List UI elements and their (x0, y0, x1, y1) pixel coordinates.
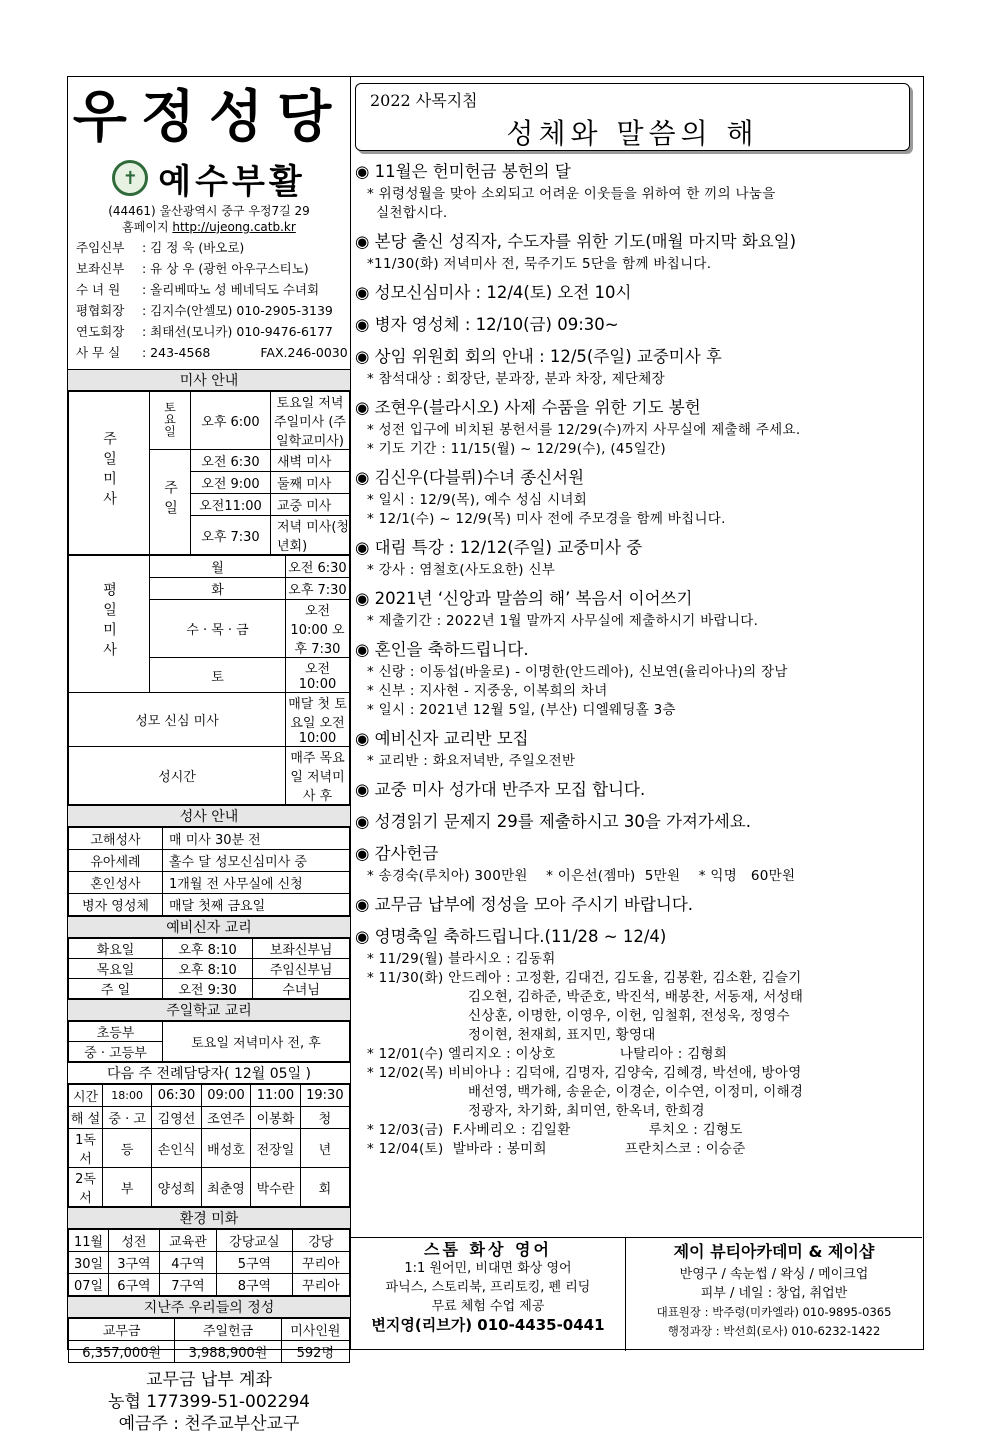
env-cell: 7구역 (159, 1274, 216, 1296)
sacrament-desc: 매달 첫째 금요일 (163, 894, 350, 916)
liturgy-cell: 등 (103, 1129, 152, 1168)
bulletin-frame (67, 76, 924, 1434)
notice-line: * 일시 : 12/9(목), 예수 성심 시녀회 (367, 492, 588, 508)
notice-item (355, 726, 915, 777)
sun-desc: 교중 미사 (271, 494, 350, 516)
notice-line: * 교리반 : 화요저녁반, 주일오전반 (367, 753, 576, 769)
sun-time: 오전 6:30 (191, 450, 271, 472)
staff-row (76, 321, 350, 342)
sun-desc: 둘째 미사 (271, 472, 350, 494)
catechumen-cell: 주 일 (69, 979, 163, 999)
notice-item (355, 312, 915, 344)
env-table (68, 1229, 350, 1296)
notice-title: ◉ 교중 미사 성가대 반주자 모집 합니다. (355, 780, 646, 799)
saturday-label: 토요일 (162, 400, 177, 437)
ad-contact: 대표원장 : 박주령(미카엘라) 010-9895-0365 (656, 1305, 892, 1319)
staff-value: : 올리베따노 성 베네딕도 수녀회 (142, 282, 320, 297)
sacrament-desc: 홀수 달 성모신심미사 중 (163, 850, 350, 872)
env-cell: 30일 (69, 1252, 109, 1274)
notice-title: ◉ 조현우(블라시오) 사제 수품을 위한 기도 봉헌 (355, 398, 701, 417)
notice-item (355, 280, 915, 312)
sacrament-name: 유아세례 (69, 850, 163, 872)
liturgy-cell: 년 (300, 1129, 349, 1168)
weekday-time: 오전 10:00 (286, 658, 350, 693)
notice-title: ◉ 11월은 헌미헌금 봉헌의 달 (355, 162, 571, 181)
notice-line: * 기도 기간 : 11/15(월) ~ 12/29(수), (45일간) (367, 441, 666, 457)
sacrament-name: 고해성사 (69, 828, 163, 850)
liturgy-cell: 조연주 (201, 1107, 250, 1129)
ad-beauty-academy (626, 1238, 922, 1351)
bank-number: 농협 177399-51-002294 (108, 1392, 310, 1412)
liturgy-header: 다음 주 전례담당자( 12월 05일 ) (68, 1062, 350, 1084)
notice-line: * 참석대상 : 회장단, 분과장, 분과 차장, 제단체장 (367, 371, 665, 387)
notice-line: 김오현, 김하준, 박준호, 박진석, 배봉찬, 서동재, 서성태 (367, 989, 804, 1005)
holy-hour-time: 매주 목요일 저녁미사 후 (286, 747, 350, 805)
ad-line: 파닉스, 스토리북, 프리토킹, 펜 리딩 (385, 1280, 591, 1295)
staff-role: 수 녀 원 (76, 282, 121, 297)
liturgy-cell: 06:30 (152, 1085, 201, 1107)
notice-line: * 11/30(화) 안드레아 : 고정환, 김대건, 김도율, 김봉환, 김소환, 김슬기 (367, 970, 802, 986)
ad-contact: 행정과장 : 박선희(로사) 010-6232-1422 (667, 1324, 881, 1338)
notice-line: 정이현, 천재희, 표지민, 황영대 (367, 1027, 656, 1043)
notices-list (355, 159, 915, 1165)
ads-section (351, 1237, 922, 1351)
env-cell: 강당교실 (217, 1230, 293, 1252)
notice-line: * 신부 : 지사현 - 지중웅, 이복희의 차녀 (367, 683, 608, 699)
church-name: 우정성당 (72, 85, 346, 150)
weekday-time: 오전 10:00 오후 7:30 (286, 600, 350, 658)
notice-title: ◉ 대림 특강 : 12/12(주일) 교중미사 중 (355, 538, 643, 557)
ad-title: 제이 뷰티아카데미 & 제이샵 (673, 1242, 875, 1261)
env-cell: 꾸리아 (292, 1252, 349, 1274)
notice-line: 배선영, 백가해, 송윤순, 이경순, 이수연, 이정미, 이해경 (367, 1084, 804, 1100)
liturgy-cell: 김영선 (152, 1107, 201, 1129)
env-cell: 꾸리아 (292, 1274, 349, 1296)
notice-line: * 12/1(수) ~ 12/9(목) 미사 전에 주모경을 함께 바칩니다. (367, 511, 726, 527)
notice-line: * 12/01(수) 엘리지오 : 이상호 나탈리아 : 김형희 (367, 1046, 728, 1062)
staff-value: : 243-4568 (142, 345, 211, 360)
catechumen-cell: 목요일 (69, 959, 163, 979)
offering-cell: 미사인원 (281, 1319, 349, 1341)
liturgy-cell: 11:00 (251, 1085, 300, 1107)
notice-title: ◉ 성모신심미사 : 12/4(토) 오전 10시 (355, 283, 632, 302)
notice-title: ◉ 영명축일 축하드립니다.(11/28 ~ 12/4) (355, 927, 667, 946)
notice-item (355, 809, 915, 841)
staff-value: : 최태선(모니카) 010-9476-6177 (142, 324, 333, 339)
notice-line: * 12/04(토) 발바라 : 봉미희 프란치스코 : 이승준 (367, 1141, 746, 1157)
env-cell: 07일 (69, 1274, 109, 1296)
liturgy-cell: 최춘영 (201, 1168, 250, 1207)
liturgy-cell: 18:00 (103, 1085, 152, 1107)
notice-title: ◉ 예비신자 교리반 모집 (355, 729, 529, 748)
offering-cell: 592명 (281, 1341, 349, 1363)
ad-contact: 변지영(리브가) 010-4435-0441 (371, 1316, 605, 1334)
notice-line: *11/30(화) 저녁미사 전, 묵주기도 5단을 함께 바칩니다. (367, 256, 712, 272)
staff-list (68, 237, 350, 363)
address: (44461) 울산광역시 중구 우정7길 29 (108, 204, 310, 218)
weekday-day: 화 (150, 578, 286, 600)
notice-title: ◉ 김신우(다블뤼)수녀 종신서원 (355, 468, 585, 487)
notice-line: * 12/03(금) F.사베리오 : 김일환 루치오 : 김형도 (367, 1122, 743, 1138)
ad-line: 피부 / 네일 : 창업, 취업반 (700, 1286, 848, 1301)
sat-time: 오후 6:00 (191, 392, 271, 450)
notice-title: ◉ 교무금 납부에 정성을 모아 주시기 바랍니다. (355, 895, 694, 914)
sunday-label: 주일 (162, 480, 178, 520)
pastoral-header (355, 83, 910, 151)
staff-row (76, 300, 350, 321)
sacrament-desc: 매 미사 30분 전 (163, 828, 350, 850)
bank-holder: 예금주 : 천주교부산교구 (118, 1414, 300, 1434)
ad-title: 스톰 화상 영어 (424, 1240, 552, 1259)
right-column (351, 77, 922, 1349)
staff-role: 연도회장 (76, 324, 125, 339)
ad-line: 무료 체험 수업 제공 (431, 1299, 545, 1314)
offering-table (68, 1318, 350, 1363)
notice-item (355, 465, 915, 535)
sunday-mass-label: 주일미사 (101, 431, 117, 511)
notice-line: 실천합시다. (367, 205, 448, 221)
notice-title: ◉ 성경읽기 문제지 29를 제출하시고 30을 가져가세요. (355, 812, 751, 831)
sacrament-name: 병자 영성체 (69, 894, 163, 916)
liturgy-table (68, 1084, 350, 1207)
notice-item (355, 777, 915, 809)
liturgy-cell: 양성희 (152, 1168, 201, 1207)
catechumen-cell: 오전 9:30 (163, 979, 253, 999)
notice-item (355, 159, 915, 229)
sun-time: 오전 9:00 (191, 472, 271, 494)
holy-hour-label: 성시간 (69, 747, 286, 805)
sun-desc: 새벽 미사 (271, 450, 350, 472)
notice-line: 신상훈, 이명한, 이영우, 이헌, 임철휘, 전성욱, 정영수 (367, 1008, 790, 1024)
staff-value: : 김지수(안셀모) 010-2905-3139 (142, 303, 333, 318)
env-cell: 교육관 (159, 1230, 216, 1252)
offering-header: 지난주 우리들의 정성 (68, 1296, 350, 1318)
staff-value: : 김 정 욱 (바오로) (142, 240, 245, 255)
sunday-school-header: 주일학교 교리 (68, 999, 350, 1021)
liturgy-cell: 부 (103, 1168, 152, 1207)
sun-desc: 저녁 미사(청년회) (271, 516, 350, 555)
notice-line: * 제출기간 : 2022년 1월 말까지 사무실에 제출하시기 바랍니다. (367, 613, 759, 629)
offering-cell: 주일헌금 (175, 1319, 281, 1341)
weekday-table (68, 555, 350, 805)
staff-role: 평협회장 (76, 303, 125, 318)
notice-line: * 11/29(월) 블라시오 : 김동휘 (367, 951, 556, 967)
notice-item (355, 841, 915, 892)
liturgy-cell: 배성호 (201, 1129, 250, 1168)
elementary-label: 초등부 (69, 1022, 163, 1042)
spacer (355, 1159, 915, 1165)
notice-line: * 신랑 : 이동섭(바울로) - 이명한(안드레아), 신보연(율리아나)의 장남 (367, 664, 788, 680)
env-cell: 3구역 (109, 1252, 160, 1274)
liturgy-cell: 19:30 (300, 1085, 349, 1107)
weekday-mass-label: 평일미사 (101, 582, 117, 662)
env-cell: 6구역 (109, 1274, 160, 1296)
season-banner (68, 153, 350, 203)
sacrament-table (68, 827, 350, 916)
notice-item (355, 344, 915, 395)
sacrament-desc: 1개월 전 사무실에 신청 (163, 872, 350, 894)
liturgy-cell: 회 (300, 1168, 349, 1207)
staff-row (76, 237, 350, 258)
liturgy-cell: 1독서 (69, 1129, 103, 1168)
middle-high-label: 중 · 고등부 (69, 1042, 163, 1062)
env-cell: 강당 (292, 1230, 349, 1252)
bank-account (68, 1363, 350, 1435)
liturgy-cell: 전장일 (251, 1129, 300, 1168)
env-cell: 11월 (69, 1230, 109, 1252)
liturgy-cell: 이봉화 (251, 1107, 300, 1129)
sun-time: 오전11:00 (191, 494, 271, 516)
catechumen-cell: 화요일 (69, 939, 163, 959)
sun-time: 오후 7:30 (191, 516, 271, 555)
liturgy-cell: 2독서 (69, 1168, 103, 1207)
sacrament-header: 성사 안내 (68, 805, 350, 827)
homepage-line: 홈페이지 http://ujeong.catb.kr (122, 220, 296, 234)
staff-role: 보좌신부 (76, 261, 125, 276)
weekday-day: 월 (150, 556, 286, 578)
sunday-school-table (68, 1021, 350, 1062)
staff-row (76, 258, 350, 279)
notice-title: ◉ 감사헌금 (355, 844, 439, 863)
weekday-day: 토 (150, 658, 286, 693)
notice-line: * 위령성월을 맞아 소외되고 어려운 이웃들을 위하여 한 끼의 나눔을 (367, 186, 776, 202)
offering-cell: 6,357,000원 (69, 1341, 175, 1363)
sat-desc: 토요일 저녁주일미사 (주일학교미사) (271, 392, 350, 450)
season-title: 예수부활 (158, 161, 306, 202)
notice-line: * 일시 : 2021년 12월 5일, (부산) 디엘웨딩홀 3층 (367, 702, 676, 718)
staff-role: 주임신부 (76, 240, 125, 255)
notice-item (355, 924, 915, 1165)
pastoral-title: 성체와 말씀의 해 (506, 117, 759, 150)
env-cell: 4구역 (159, 1252, 216, 1274)
ad-line: 반영구 / 속눈썹 / 왁싱 / 메이크업 (679, 1267, 869, 1282)
catechumen-table (68, 938, 350, 999)
homepage-link[interactable]: http://ujeong.catb.kr (172, 220, 296, 234)
ad-storm-english (351, 1238, 626, 1351)
weekday-time: 오전 6:30 (286, 556, 350, 578)
sacrament-name: 혼인성사 (69, 872, 163, 894)
bank-title: 교무금 납부 계좌 (146, 1370, 272, 1390)
staff-value: : 유 상 우 (광헌 아우구스티노) (142, 261, 309, 276)
notice-item (355, 637, 915, 726)
liturgy-cell: 09:00 (201, 1085, 250, 1107)
notice-title: ◉ 혼인을 축하드립니다. (355, 640, 529, 659)
notice-line: * 송경숙(루치아) 300만원 * 이은선(젬마) 5만원 * 익명 60만원 (367, 868, 796, 884)
staff-row (76, 342, 350, 363)
notice-title: ◉ 본당 출신 성직자, 수도자를 위한 기도(매월 마지막 화요일) (355, 232, 797, 251)
notice-line: * 12/02(목) 비비아나 : 김덕애, 김명자, 김양숙, 김혜경, 박선애, 방아영 (367, 1065, 802, 1081)
mass-table (68, 391, 350, 555)
liturgy-cell: 손인식 (152, 1129, 201, 1168)
env-cell: 5구역 (217, 1252, 293, 1274)
offering-cell: 교무금 (69, 1319, 175, 1341)
weekday-day: 수 · 목 · 금 (150, 600, 286, 658)
staff-row (76, 279, 350, 300)
mary-mass-label: 성모 신심 미사 (69, 693, 286, 747)
church-logo-icon: ✝ (112, 160, 148, 196)
sunday-school-time: 토요일 저녁미사 전, 후 (163, 1022, 350, 1062)
catechumen-cell: 수녀님 (253, 979, 350, 999)
mass-header: 미사 안내 (68, 369, 350, 391)
staff-role: 사 무 실 (76, 345, 121, 360)
mary-mass-time: 매달 첫 토요일 오전 10:00 (286, 693, 350, 747)
ad-line: 1:1 원어민, 비대면 화상 영어 (404, 1261, 572, 1276)
catechumen-header: 예비신자 교리 (68, 916, 350, 938)
offering-cell: 3,988,900원 (175, 1341, 281, 1363)
notice-line: * 강사 : 염철호(사도요한) 신부 (367, 562, 556, 578)
notice-item (355, 586, 915, 637)
notice-title: ◉ 2021년 ‘신앙과 말씀의 해’ 복음서 이어쓰기 (355, 589, 693, 608)
notice-title: ◉ 병자 영성체 : 12/10(금) 09:30~ (355, 315, 619, 334)
env-header: 환경 미화 (68, 1207, 350, 1229)
fax-number: FAX.246-0030 (260, 345, 348, 360)
liturgy-cell: 청 (300, 1107, 349, 1129)
notice-title: ◉ 상임 위원회 회의 안내 : 12/5(주일) 교중미사 후 (355, 347, 722, 366)
catechumen-cell: 오후 8:10 (163, 959, 253, 979)
liturgy-cell: 중 · 고 (103, 1107, 152, 1129)
liturgy-cell: 해 설 (69, 1107, 103, 1129)
catechumen-cell: 주임신부님 (253, 959, 350, 979)
notice-line: * 성전 입구에 비치된 봉헌서를 12/29(수)까지 사무실에 제출해 주세요. (367, 422, 801, 438)
pastoral-year: 2022 사목지침 (370, 91, 478, 110)
env-cell: 성전 (109, 1230, 160, 1252)
catechumen-cell: 오후 8:10 (163, 939, 253, 959)
liturgy-cell: 박수란 (251, 1168, 300, 1207)
left-column (68, 77, 351, 1434)
liturgy-cell: 시간 (69, 1085, 103, 1107)
notice-item (355, 535, 915, 586)
catechumen-cell: 보좌신부님 (253, 939, 350, 959)
notice-item (355, 892, 915, 924)
notice-line: 정광자, 차기화, 최미연, 한옥녀, 한희경 (367, 1103, 705, 1119)
notice-item (355, 395, 915, 465)
weekday-time: 오후 7:30 (286, 578, 350, 600)
env-cell: 8구역 (217, 1274, 293, 1296)
notice-item (355, 229, 915, 280)
